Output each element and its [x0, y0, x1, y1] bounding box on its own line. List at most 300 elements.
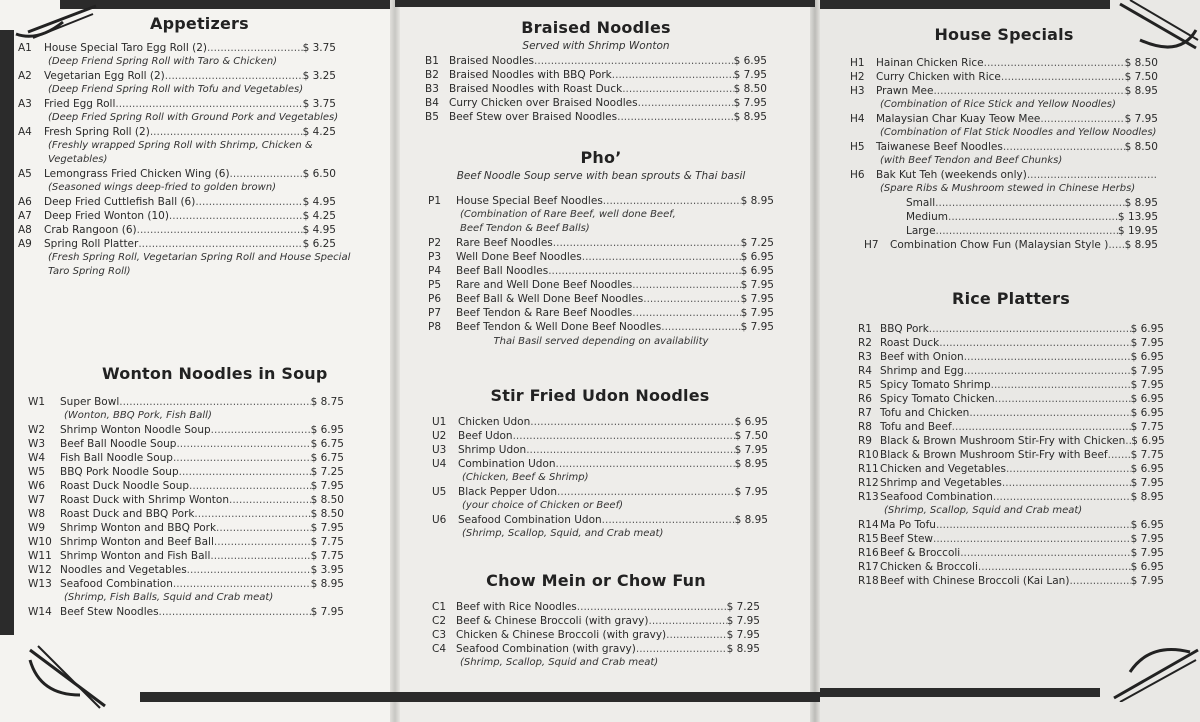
menu-item — [858, 560, 1164, 574]
item-name: Black & Brown Mushroom Stir-Fry with Chicken — [880, 435, 1126, 447]
item-price: $ 7.50 — [1124, 71, 1158, 83]
item-description: (Deep Friend Spring Roll with Tofu and Vegetables) — [48, 84, 304, 95]
item-code: W10 — [28, 536, 52, 548]
item-code: R11 — [858, 463, 879, 475]
item-code: P6 — [428, 293, 442, 305]
item-code: U5 — [432, 486, 447, 498]
item-code: B1 — [425, 55, 439, 67]
item-name: Fried Egg Roll — [44, 98, 116, 110]
menu-item — [858, 434, 1164, 448]
item-name: Braised Noodles with BBQ Pork — [449, 69, 612, 81]
dot-leader — [929, 322, 1131, 336]
menu-item — [858, 518, 1164, 532]
item-code: R5 — [858, 379, 872, 391]
dot-leader — [948, 210, 1118, 224]
menu-item — [432, 642, 760, 656]
menu-item — [858, 420, 1164, 434]
dot-leader — [661, 320, 740, 334]
item-description: (Spare Ribs & Mushroom stewed in Chinese Herbs) — [880, 183, 1136, 194]
item-name: Prawn Mee — [876, 85, 934, 97]
item-name: Shrimp Wonton and Fish Ball — [60, 550, 211, 562]
section-title: House Specials — [934, 25, 1074, 44]
menu-item — [858, 378, 1164, 392]
dot-leader — [1001, 70, 1125, 84]
item-name: Beef Stew over Braised Noodles — [449, 111, 618, 123]
menu-item — [858, 322, 1164, 336]
item-price: $ 7.95 — [310, 522, 344, 534]
item-description: (with Beef Tendon and Beef Chunks) — [880, 155, 1063, 166]
dot-leader — [638, 96, 734, 110]
dot-leader — [577, 600, 727, 614]
dot-leader — [173, 451, 311, 465]
item-code: A2 — [18, 70, 32, 82]
item-name: Roast Duck — [880, 337, 940, 349]
menu-item — [28, 507, 344, 521]
item-price: $ 3.75 — [302, 42, 336, 54]
item-code: A4 — [18, 126, 32, 138]
pho-section — [428, 148, 774, 347]
dot-leader — [991, 378, 1131, 392]
item-price: $ 7.95 — [740, 293, 774, 305]
item-code: C2 — [432, 615, 447, 627]
item-code: U3 — [432, 444, 447, 456]
item-price: $ 7.95 — [1130, 547, 1164, 559]
menu-item — [428, 320, 774, 334]
item-name: Shrimp Wonton and BBQ Pork — [60, 522, 217, 534]
item-price: $ 7.95 — [310, 606, 344, 618]
item-description: (Combination of Rare Beef, well done Beef, — [460, 209, 676, 220]
item-price: $ 7.95 — [1130, 477, 1164, 489]
item-code: C4 — [432, 643, 447, 655]
item-code: R4 — [858, 365, 872, 377]
dot-leader — [617, 110, 733, 124]
menu-item — [28, 563, 344, 577]
item-price: $ 7.95 — [310, 480, 344, 492]
item-code: H4 — [850, 113, 865, 125]
section-title: Rice Platters — [952, 289, 1070, 308]
dot-leader — [179, 465, 311, 479]
menu-item — [850, 238, 1158, 252]
dot-leader — [632, 306, 740, 320]
menu-item — [425, 96, 767, 110]
item-price: $ 8.95 — [1130, 491, 1164, 503]
item-price: $ 7.95 — [726, 615, 760, 627]
item-name: Fish Ball Noodle Soup — [60, 452, 173, 464]
menu-item — [18, 125, 336, 139]
menu-item — [432, 415, 768, 429]
menu-item — [858, 392, 1164, 406]
item-price: $ 7.95 — [740, 279, 774, 291]
item-name: Shrimp and Vegetables — [880, 477, 1002, 489]
menu-item — [858, 448, 1164, 462]
item-price: $ 4.95 — [302, 196, 336, 208]
dot-leader — [933, 84, 1124, 98]
item-description: (Seasoned wings deep-fried to golden brown) — [48, 182, 277, 193]
menu-item — [858, 476, 1164, 490]
item-description: (your choice of Chicken or Beef) — [462, 500, 623, 511]
menu-item — [428, 194, 774, 208]
item-name: Combination Udon — [458, 458, 556, 470]
top-border-bar — [395, 0, 815, 7]
item-code: R3 — [858, 351, 872, 363]
dot-leader — [636, 642, 727, 656]
dot-leader — [1002, 476, 1131, 490]
item-name: House Special Taro Egg Roll (2) — [44, 42, 207, 54]
menu-item — [432, 457, 768, 471]
menu-item — [850, 56, 1158, 70]
item-price: $ 7.95 — [733, 69, 767, 81]
chopsticks-bowl-icon — [20, 640, 110, 710]
item-name: Crab Rangoon (6) — [44, 224, 137, 236]
section-note: Thai Basil served depending on availability — [493, 336, 709, 347]
item-code: P1 — [428, 195, 442, 207]
dot-leader — [602, 513, 735, 527]
item-price: $ 4.25 — [302, 210, 336, 222]
dot-leader — [138, 237, 302, 251]
dot-leader — [159, 605, 311, 619]
item-price: $ 8.95 — [1124, 85, 1158, 97]
dot-leader — [995, 392, 1131, 406]
item-code: W11 — [28, 550, 52, 562]
left-border-bar — [0, 30, 14, 635]
item-name: Beef Ball & Well Done Beef Noodles — [456, 293, 644, 305]
item-price: $ 13.95 — [1117, 211, 1158, 223]
item-name: Hainan Chicken Rice — [876, 57, 984, 69]
item-name: Chicken Udon — [458, 416, 531, 428]
item-name: Beef Stew — [880, 533, 933, 545]
item-description: (Deep Friend Spring Roll with Taro & Chicken) — [48, 56, 278, 67]
item-name: Taiwanese Beef Noodles — [876, 141, 1003, 153]
dot-leader — [978, 560, 1131, 574]
item-description: (Fresh Spring Roll, Vegetarian Spring Roll and House Special — [48, 252, 351, 263]
item-name: Shrimp Wonton and Beef Ball — [60, 536, 214, 548]
item-code: P3 — [428, 251, 442, 263]
dot-leader — [964, 364, 1131, 378]
menu-item — [425, 68, 767, 82]
dot-leader — [115, 97, 302, 111]
item-code: H3 — [850, 85, 865, 97]
item-price: $ 7.25 — [310, 466, 344, 478]
menu-item — [428, 278, 774, 292]
menu-item — [858, 364, 1164, 378]
item-price: $ 8.95 — [740, 195, 774, 207]
dot-leader — [612, 68, 734, 82]
item-description: (Combination of Rice Stick and Yellow Noodles) — [880, 99, 1116, 110]
dot-leader — [936, 518, 1131, 532]
item-name: Large — [906, 225, 936, 237]
wonton-section — [28, 364, 344, 619]
item-description: Vegetables) — [48, 154, 108, 165]
item-price: $ 8.50 — [310, 494, 344, 506]
dot-leader — [556, 457, 735, 471]
menu-item — [858, 532, 1164, 546]
item-code: R18 — [858, 575, 879, 587]
menu-item — [428, 264, 774, 278]
bottom-border-bar — [820, 688, 1100, 697]
item-price: $ 7.95 — [1130, 379, 1164, 391]
top-border-bar — [60, 0, 390, 9]
item-price: $ 6.75 — [310, 438, 344, 450]
menu-item — [18, 97, 336, 111]
dot-leader — [187, 563, 311, 577]
item-code: U4 — [432, 458, 447, 470]
chopsticks-bowl-icon — [1110, 632, 1200, 702]
menu-item — [432, 485, 768, 499]
dot-leader — [622, 82, 733, 96]
item-code: R10 — [858, 449, 879, 461]
item-price: $ 6.95 — [1130, 407, 1164, 419]
item-code: B5 — [425, 111, 439, 123]
item-name: Beef Udon — [458, 430, 513, 442]
dot-leader — [210, 549, 310, 563]
dot-leader — [1108, 238, 1124, 252]
item-price: $ 7.95 — [734, 444, 768, 456]
dot-leader — [1069, 574, 1130, 588]
fold-crease — [810, 0, 820, 722]
item-code: H5 — [850, 141, 865, 153]
dot-leader — [207, 41, 303, 55]
dot-leader — [189, 479, 311, 493]
item-name: BBQ Pork Noodle Soup — [60, 466, 179, 478]
menu-item — [850, 168, 1158, 182]
item-price: $ 6.95 — [1130, 323, 1164, 335]
item-price: $ 8.50 — [733, 83, 767, 95]
item-code: A1 — [18, 42, 32, 54]
menu-item — [432, 513, 768, 527]
dot-leader — [548, 264, 740, 278]
menu-item — [28, 479, 344, 493]
item-description: (Shrimp, Scallop, Squid and Crab meat) — [884, 505, 1083, 516]
item-name: Super Bowl — [60, 396, 120, 408]
menu-item — [18, 167, 336, 181]
menu-item — [858, 546, 1164, 560]
menu-item — [18, 209, 336, 223]
item-name: Shrimp and Egg — [880, 365, 964, 377]
menu-item — [432, 614, 760, 628]
item-code: H2 — [850, 71, 865, 83]
item-price: $ 7.25 — [726, 601, 760, 613]
item-price: $ 3.25 — [302, 70, 336, 82]
menu-item — [428, 292, 774, 306]
item-name: Beef & Chinese Broccoli (with gravy) — [456, 615, 649, 627]
dot-leader — [150, 125, 303, 139]
item-code: A8 — [18, 224, 32, 236]
item-price: $ 7.50 — [734, 430, 768, 442]
item-code: A7 — [18, 210, 32, 222]
item-price: $ 7.25 — [740, 237, 774, 249]
menu-item — [425, 110, 767, 124]
dot-leader — [1040, 112, 1124, 126]
dot-leader — [557, 485, 735, 499]
menu-item — [850, 140, 1158, 154]
item-name: Spicy Tomato Chicken — [880, 393, 995, 405]
top-border-bar — [820, 0, 1110, 9]
menu-item — [18, 237, 336, 251]
item-price: $ 6.25 — [302, 238, 336, 250]
item-code: W7 — [28, 494, 46, 506]
dot-leader — [648, 614, 726, 628]
item-name: Roast Duck Noodle Soup — [60, 480, 190, 492]
item-name: Rare Beef Noodles — [456, 237, 553, 249]
menu-item — [18, 195, 336, 209]
item-code: P5 — [428, 279, 442, 291]
dot-leader — [137, 223, 303, 237]
menu-item — [858, 490, 1164, 504]
item-name: Seafood Combination — [60, 578, 173, 590]
item-code: W9 — [28, 522, 46, 534]
dot-leader — [530, 415, 734, 429]
item-code: R13 — [858, 491, 879, 503]
item-price: $ 8.50 — [1124, 57, 1158, 69]
section-title: Chow Mein or Chow Fun — [486, 571, 706, 590]
item-name: Beef & Broccoli — [880, 547, 961, 559]
item-name: Braised Noodles with Roast Duck — [449, 83, 623, 95]
item-name: Malaysian Char Kuay Teow Mee — [876, 113, 1041, 125]
dot-leader — [632, 278, 740, 292]
item-code: P2 — [428, 237, 442, 249]
item-code: B2 — [425, 69, 439, 81]
item-price: $ 6.95 — [1130, 463, 1164, 475]
item-price: $ 7.75 — [1130, 449, 1164, 461]
item-code: W3 — [28, 438, 46, 450]
menu-item — [28, 577, 344, 591]
item-code: W8 — [28, 508, 46, 520]
item-price: $ 7.95 — [733, 97, 767, 109]
item-price: $ 8.95 — [1124, 197, 1158, 209]
menu-item — [862, 224, 1158, 238]
item-name: Combination Chow Fun (Malaysian Style ) — [890, 239, 1109, 251]
menu-item — [862, 196, 1158, 210]
item-code: R15 — [858, 533, 879, 545]
dot-leader — [935, 196, 1124, 210]
dot-leader — [169, 209, 303, 223]
item-name: Curry Chicken over Braised Noodles — [449, 97, 638, 109]
item-code: R2 — [858, 337, 872, 349]
dot-leader — [553, 236, 741, 250]
item-name: Beef with Onion — [880, 351, 964, 363]
menu-item — [28, 521, 344, 535]
item-price: $ 3.95 — [310, 564, 344, 576]
item-price: $ 6.95 — [310, 424, 344, 436]
item-code: U1 — [432, 416, 447, 428]
item-price: $ 8.95 — [1124, 239, 1158, 251]
item-name: Beef Tendon & Well Done Beef Noodles — [456, 321, 662, 333]
menu-item — [28, 423, 344, 437]
item-name: Seafood Combination Udon — [458, 514, 602, 526]
dot-leader — [960, 546, 1130, 560]
item-price: $ 6.75 — [310, 452, 344, 464]
item-price: $ 4.95 — [302, 224, 336, 236]
item-price: $ 8.95 — [726, 643, 760, 655]
dot-leader — [194, 507, 310, 521]
item-code: W6 — [28, 480, 46, 492]
item-code: C1 — [432, 601, 447, 613]
item-name: Seafood Combination (with gravy) — [456, 643, 636, 655]
dot-leader — [176, 437, 310, 451]
dot-leader — [526, 443, 734, 457]
dot-leader — [666, 628, 726, 642]
item-code: R17 — [858, 561, 879, 573]
item-price: $ 8.75 — [310, 396, 344, 408]
item-name: Black & Brown Mushroom Stir-Fry with Beef — [880, 449, 1108, 461]
item-name: Beef Stew Noodles — [60, 606, 159, 618]
menu-item — [28, 549, 344, 563]
item-price: $ 8.95 — [733, 111, 767, 123]
item-price: $ 7.95 — [734, 486, 768, 498]
menu-item — [425, 82, 767, 96]
item-code: U6 — [432, 514, 447, 526]
item-price: $ 8.95 — [734, 514, 768, 526]
menu-item — [18, 223, 336, 237]
item-name: Beef with Rice Noodles — [456, 601, 577, 613]
item-description: (Combination of Flat Stick Noodles and Yellow Noodles) — [880, 127, 1157, 138]
item-price: $ 6.95 — [1130, 393, 1164, 405]
dot-leader — [119, 395, 310, 409]
item-price: $ 7.95 — [726, 629, 760, 641]
item-code: H1 — [850, 57, 865, 69]
item-code: R1 — [858, 323, 872, 335]
item-code: W14 — [28, 606, 52, 618]
item-name: Tofu and Chicken — [880, 407, 970, 419]
item-price: $ 8.50 — [1124, 141, 1158, 153]
menu-item — [28, 493, 344, 507]
item-name: Spring Roll Platter — [44, 238, 139, 250]
item-code: H6 — [850, 169, 865, 181]
item-code: R6 — [858, 393, 872, 405]
item-name: Noodles and Vegetables — [60, 564, 187, 576]
item-description: (Deep Fried Spring Roll with Ground Pork and Vegetables) — [48, 112, 339, 123]
section-subtitle: Beef Noodle Soup serve with bean sprouts & Thai basil — [456, 170, 746, 182]
menu-item — [28, 465, 344, 479]
dot-leader — [643, 292, 740, 306]
item-code: W4 — [28, 452, 46, 464]
menu-item — [28, 605, 344, 619]
menu-item — [28, 437, 344, 451]
item-code: W12 — [28, 564, 52, 576]
dot-leader — [993, 490, 1131, 504]
dot-leader — [936, 224, 1118, 238]
item-price: $ 8.95 — [734, 458, 768, 470]
menu-item — [858, 336, 1164, 350]
item-name: Beef Tendon & Rare Beef Noodles — [456, 307, 633, 319]
item-name: Small — [906, 197, 936, 209]
dot-leader — [969, 406, 1130, 420]
item-description: (Freshly wrapped Spring Roll with Shrimp, Chicken & — [48, 140, 313, 151]
udon-section — [432, 386, 768, 541]
item-name: Beef Ball Noodles — [456, 265, 549, 277]
item-name: Medium — [906, 211, 948, 223]
item-code: B3 — [425, 83, 439, 95]
item-name: BBQ Pork — [880, 323, 929, 335]
item-name: House Special Beef Noodles — [456, 195, 603, 207]
item-name: Deep Fried Cuttlefish Ball (6) — [44, 196, 196, 208]
item-code: P7 — [428, 307, 442, 319]
section-title: Stir Fried Udon Noodles — [490, 386, 710, 405]
item-price: $ 7.95 — [1130, 337, 1164, 349]
item-price: $ 6.95 — [1131, 435, 1165, 447]
item-name: Fresh Spring Roll (2) — [44, 126, 150, 138]
menu-item — [28, 395, 344, 409]
section-title: Appetizers — [150, 14, 249, 33]
appetizers-section — [18, 14, 351, 279]
section-title: Braised Noodles — [521, 18, 671, 37]
item-price: $ 6.95 — [1130, 561, 1164, 573]
dot-leader — [230, 167, 303, 181]
menu-item — [850, 70, 1158, 84]
item-price: $ 7.75 — [310, 536, 344, 548]
menu-item — [862, 210, 1158, 224]
item-name: Chicken & Broccoli — [880, 561, 978, 573]
